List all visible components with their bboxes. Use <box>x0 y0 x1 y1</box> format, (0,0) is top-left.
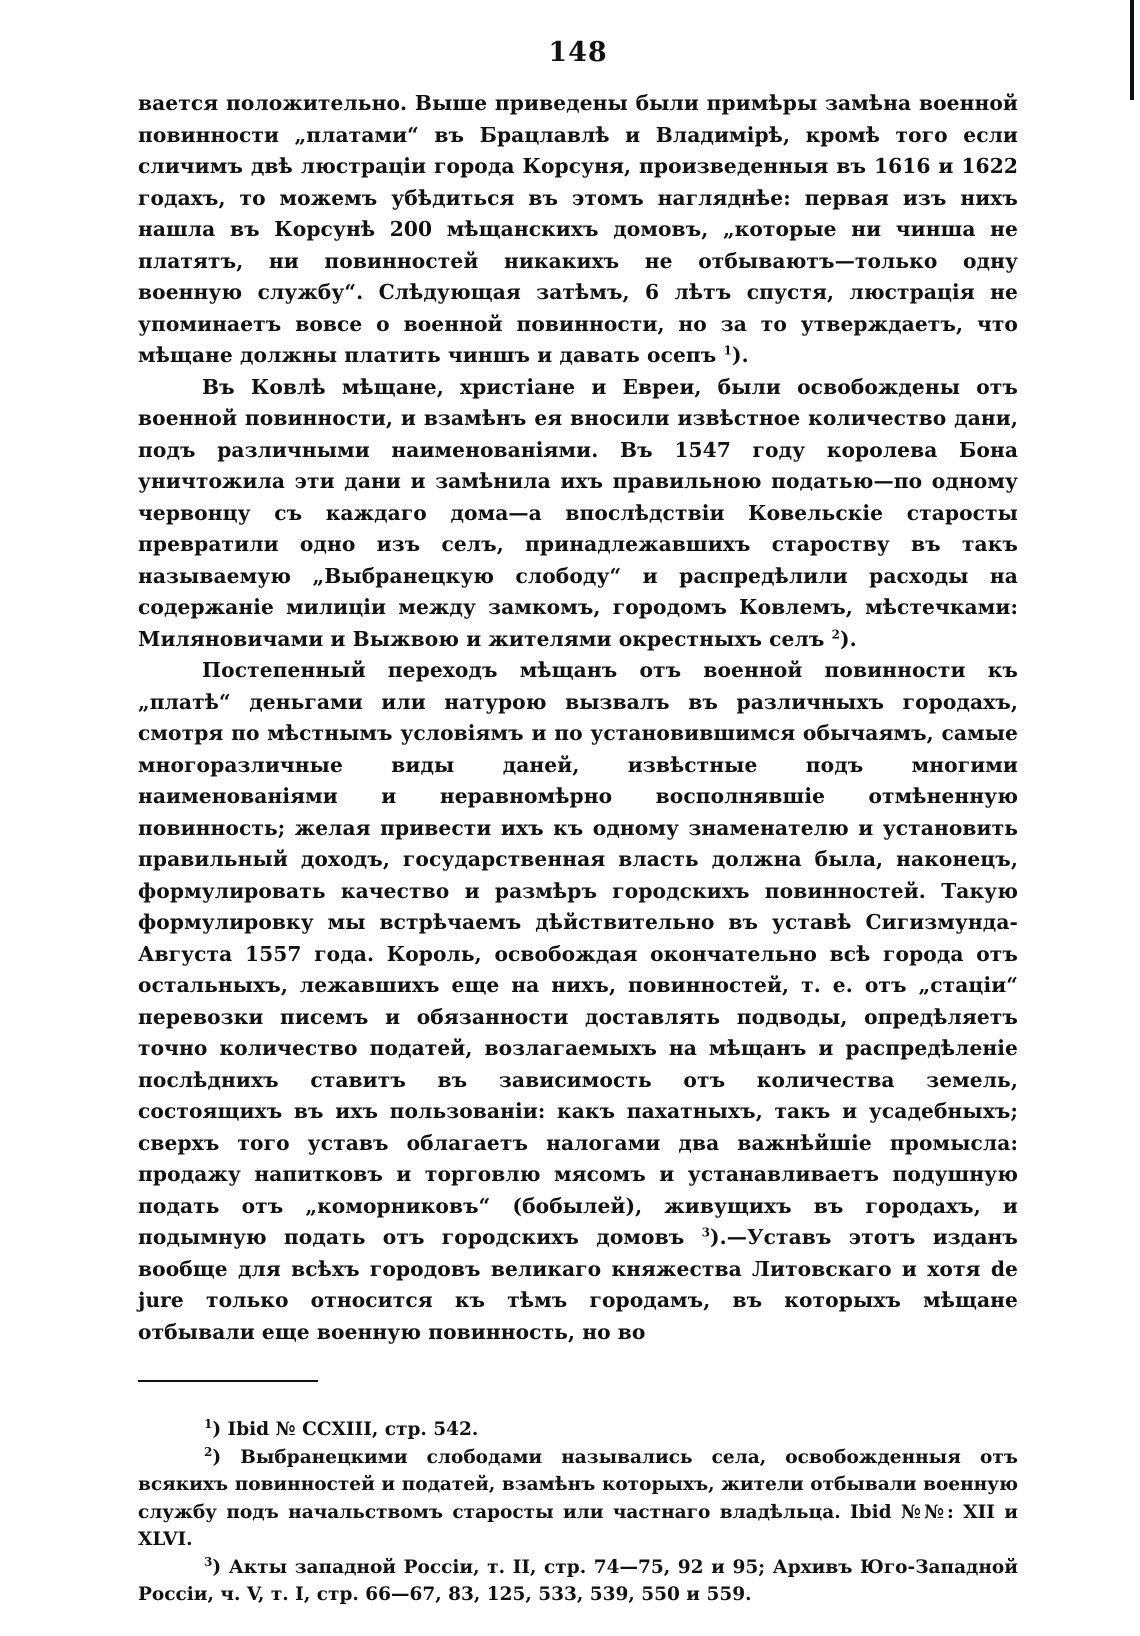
scan-edge-line <box>1130 0 1134 100</box>
paragraph-1 <box>138 88 1018 372</box>
footnote-2 <box>138 1444 1018 1554</box>
paragraph-text: ). <box>840 626 857 651</box>
paragraph-2 <box>138 372 1018 656</box>
paragraph-3 <box>138 655 1018 1348</box>
footnote-marker: 3 <box>204 1554 213 1569</box>
footnote-marker: 2 <box>204 1444 213 1459</box>
footnote-ref-1[interactable]: 1 <box>723 343 732 358</box>
footnotes <box>138 1416 1018 1609</box>
footnote-ref-3[interactable]: 3 <box>701 1225 711 1240</box>
paragraph-text: Постепенный переходъ мѣщанъ отъ военной повинности къ „платѣ“ деньгами или натурою вызвалъ въ различныхъ городахъ, смотря по мѣстнымъ условіямъ и по установившимся обычаямъ, самые многоразличные виды даней, извѣстные подъ многими наименованіями и неравномѣрно восполнявшіе отмѣненную повинность; желая привести ихъ къ одному знаменателю и установить правильный доходъ, государственная власть должна была, наконецъ, формулировать качество и размѣръ городскихъ повинностей. Такую формулировку мы встрѣчаемъ дѣйствительно въ уставѣ Сигизмунда-Августа 1557 года. Король, освобождая окончательно всѣ города отъ остальныхъ, лежавшихъ еще на нихъ, повинностей, т. е. отъ „стаціи“ перевозки писемъ и обязанности доставлять подводы, опредѣляетъ точно количество податей, возлагаемыхъ на мѣщанъ и распредѣленіе послѣднихъ ставитъ въ зависимость отъ количества земель, состоящихъ въ ихъ пользованіи: какъ пахатныхъ, такъ и усадебныхъ; сверхъ того уставъ облагаетъ налогами два важнѣйшіе промысла: продажу напитковъ и торговлю мясомъ и устанавливаетъ подушную подать отъ „коморниковъ“ (бобылей), живущихъ въ городахъ, и подымную подать отъ городскихъ домовъ <box>138 658 1018 1249</box>
footnote-ref-2[interactable]: 2 <box>831 626 841 641</box>
footnote-1 <box>138 1416 1018 1444</box>
paragraph-text: Въ Ковлѣ мѣщане, христіане и Евреи, были освобождены отъ военной повинности, и взамѣнъ ея вносили извѣстное количество дани, подъ различными наименованіями. Въ 1547 году королева Бона уничтожила эти дани и замѣнила ихъ правильною податью—по одному червонцу съ каждаго дома—а впослѣдствіи Ковельскіе старосты превратили одно изъ селъ, принадлежавшихъ староству въ такъ называемую „Выбранецкую слободу“ и распредѣлили расходы на содержаніе милиціи между замкомъ, городомъ Ковлемъ, мѣстечками: Миляновичами и Выжвою и жителями окрестныхъ селъ <box>138 374 1018 651</box>
paragraph-text: ). <box>731 343 749 367</box>
footnote-text: ) Акты западной Россіи, т. II, стр. 74—75, 92 и 95; Архивъ Юго-Западной Россіи, ч. V, т. I, стр. 66—67, 83, 125, 533, 539, 550 и 559. <box>138 1556 1018 1605</box>
paragraph-text: вается положительно. Выше приведены были примѣры замѣна военной повинности „платами“ въ Брацлавлѣ и Владимірѣ, кромѣ того если сличимъ двѣ люстраціи города Корсуня, произведенныя въ 1616 и 1622 годахъ, то можемъ убѣдиться въ этомъ нагляднѣе: первая изъ нихъ нашла въ Корсунѣ 200 мѣщанскихъ домовъ, „которые ни чинша не платятъ, ни повинностей никакихъ не отбываютъ—только одну военную службу“. Слѣдующая затѣмъ, 6 лѣтъ спустя, люстрація не упоминаетъ вовсе о военной повинности, но за то утверждаетъ, что мѣщане должны платить чиншъ и давать осепъ <box>138 91 1018 367</box>
footnote-3 <box>138 1554 1018 1609</box>
footnote-marker: 1 <box>204 1416 213 1431</box>
footnote-divider <box>138 1380 318 1382</box>
paragraph-text: ).—Уставъ этотъ изданъ вообще для всѣхъ городовъ великаго княжества Литовскаго и хотя de jure только относится къ тѣмъ городамъ, въ которыхъ мѣщане отбывали еще военную повинность, но во <box>138 1225 1018 1344</box>
footnote-text: ) Выбранецкими слободами назывались села, освобожденныя отъ всякихъ повинностей и податей, взамѣнъ которыхъ, жители отбывали военную службу подъ начальствомъ старосты или частнаго владѣльца. Ibid №№: XII и XLVI. <box>138 1446 1018 1550</box>
main-text <box>138 88 1018 1348</box>
page-number: 148 <box>548 37 608 68</box>
book-page <box>138 30 1018 1609</box>
footnote-text: ) Ibid № CCXIII, стр. 542. <box>212 1419 479 1440</box>
